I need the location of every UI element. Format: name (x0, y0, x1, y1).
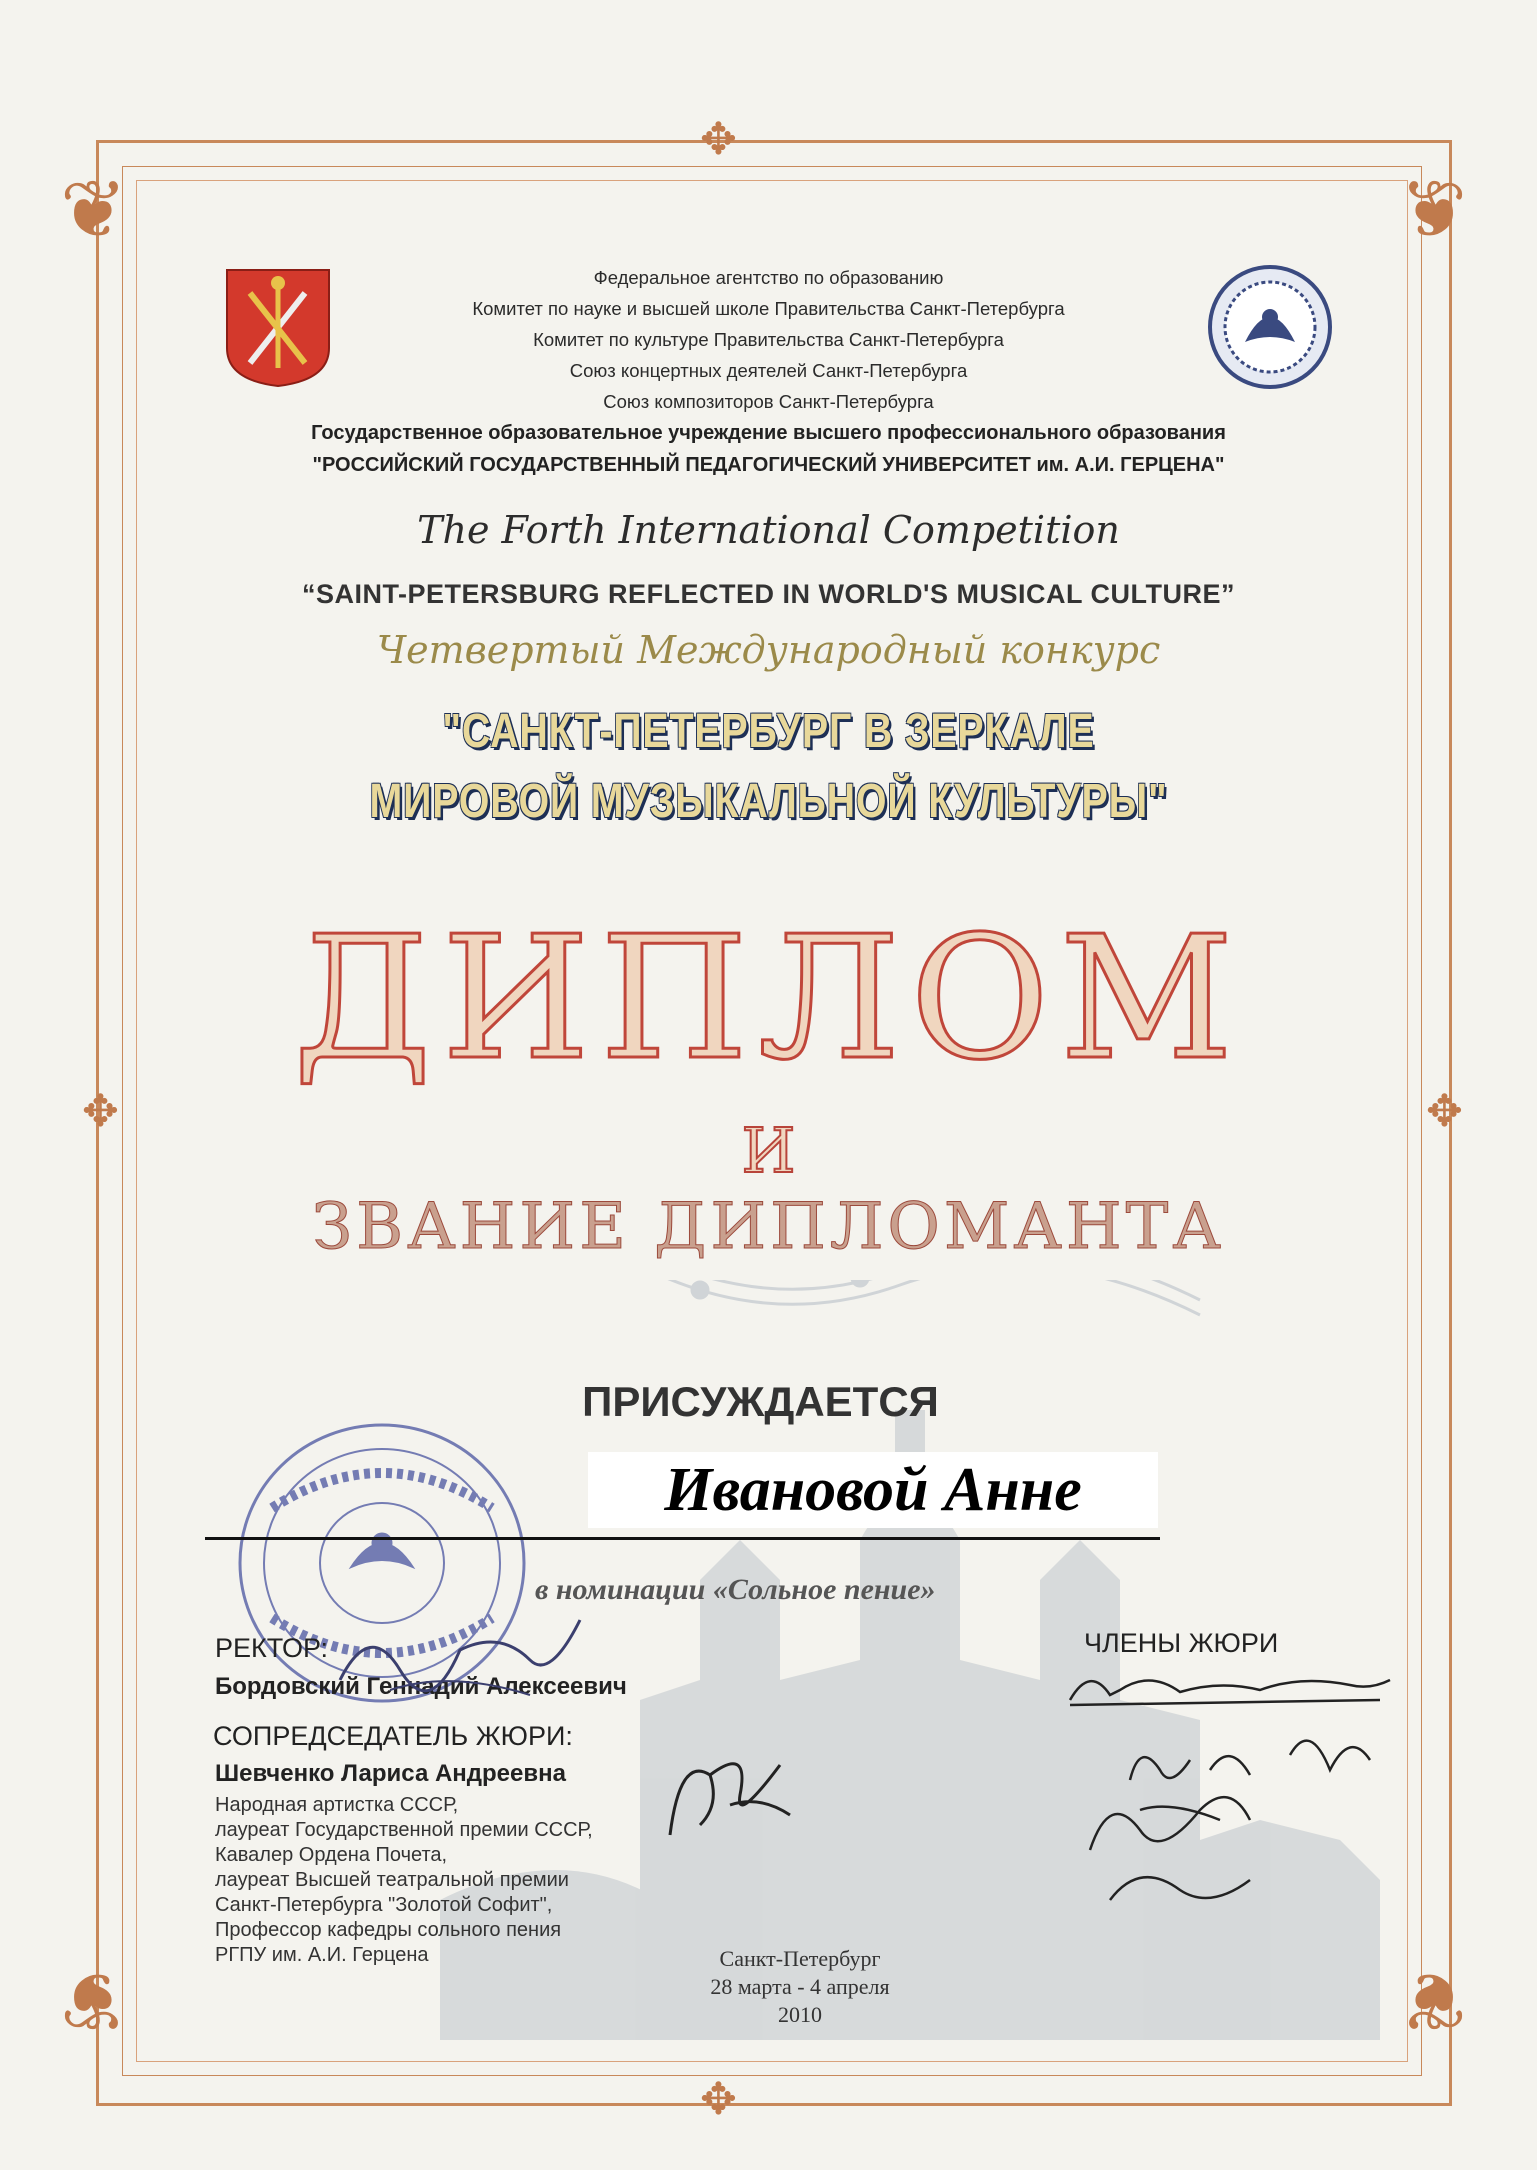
corner-ornament-top-right: ❦ (1400, 163, 1468, 256)
org-line: Комитет по науке и высшей школе Правительства Санкт-Петербурга (472, 298, 1065, 319)
diploma-heading: ДИПЛОМ (293, 900, 1244, 1098)
corner-ornament-bottom-right: ❦ (1400, 1954, 1468, 2047)
left-ornament: ✥ (82, 1086, 119, 1137)
cochair-name: Шевченко Лариса Андреевна (215, 1760, 566, 1787)
jury-label: ЧЛЕНЫ ЖЮРИ (1084, 1628, 1279, 1658)
cochair-titles (215, 1793, 593, 1968)
rector-label: РЕКТОР: (215, 1633, 328, 1663)
institution-line: Государственное образовательное учреждение высшего профессионального образования (311, 422, 1226, 444)
institution (0, 417, 1537, 481)
footer-year: 2010 (778, 2002, 822, 2027)
corner-ornament-top-left: ❦ (60, 163, 128, 256)
cochair-signature (660, 1735, 800, 1855)
cochair-title-line: РГПУ им. А.И. Герцена (215, 1944, 429, 1966)
org-line: Федеральное агентство по образованию (593, 267, 944, 288)
competition-name-line: "САНКТ-ПЕТЕРБУРГ В ЗЕРКАЛЕ (442, 705, 1095, 758)
nomination: в номинации «Сольное пение» (535, 1573, 936, 1606)
org-line: Комитет по культуре Правительства Санкт-Петербурга (533, 329, 1004, 350)
cochair-label: СОПРЕДСЕДАТЕЛЬ ЖЮРИ: (213, 1721, 573, 1751)
bottom-ornament: ✥ (700, 2074, 737, 2125)
competition-name-line: МИРОВОЙ МУЗЫКАЛЬНОЙ КУЛЬТУРЫ" (369, 775, 1168, 828)
institution-name: "РОССИЙСКИЙ ГОСУДАРСТВЕННЫЙ ПЕДАГОГИЧЕСКИЙ УНИВЕРСИТЕТ им. А.И. ГЕРЦЕНА" (312, 454, 1225, 476)
top-ornament: ✥ (700, 114, 737, 165)
competition-title-en: The Forth International Competition (417, 508, 1120, 552)
right-ornament: ✥ (1426, 1086, 1463, 1137)
cochair-title-line: Кавалер Ордена Почета, (215, 1844, 448, 1866)
org-line: Союз концертных деятелей Санкт-Петербурга (569, 360, 968, 381)
competition-title-ru: Четвертый Международный конкурс (376, 628, 1161, 672)
recipient-name: Ивановой Анне (664, 1456, 1082, 1524)
cochair-title-line: Профессор кафедры сольного пения (215, 1919, 562, 1941)
cochair-title-line: лауреат Государственной премии СССР, (215, 1819, 593, 1841)
competition-name-ru (0, 697, 1537, 837)
organizations-list (0, 262, 1537, 417)
org-line: Союз композиторов Санкт-Петербурга (603, 391, 934, 412)
cochair-title-line: Народная артистка СССР, (215, 1794, 459, 1816)
awarded-label: ПРИСУЖДАЕТСЯ (582, 1378, 939, 1425)
corner-ornament-bottom-left: ❦ (60, 1954, 128, 2047)
rector-name: Бордовский Геннадий Алексеевич (215, 1673, 627, 1700)
competition-subtitle-en: “SAINT-PETERSBURG REFLECTED IN WORLD'S MUSICAL CULTURE” (302, 579, 1235, 609)
recipient-underline (205, 1537, 1160, 1540)
cochair-title-line: лауреат Высшей театральной премии (215, 1869, 569, 1891)
footer-city: Санкт-Петербург (719, 1946, 881, 1971)
cochair-title-line: Санкт-Петербурга "Золотой Софит", (215, 1894, 553, 1916)
footer-dates: 28 марта - 4 апреля (710, 1974, 890, 1999)
rector-signature (330, 1600, 590, 1710)
conjunction: И (741, 1114, 796, 1187)
laureate-title: ЗВАНИЕ ДИПЛОМАНТА (312, 1190, 1225, 1264)
jury-signatures (1050, 1660, 1400, 1920)
footer-place-date (650, 1945, 950, 2029)
